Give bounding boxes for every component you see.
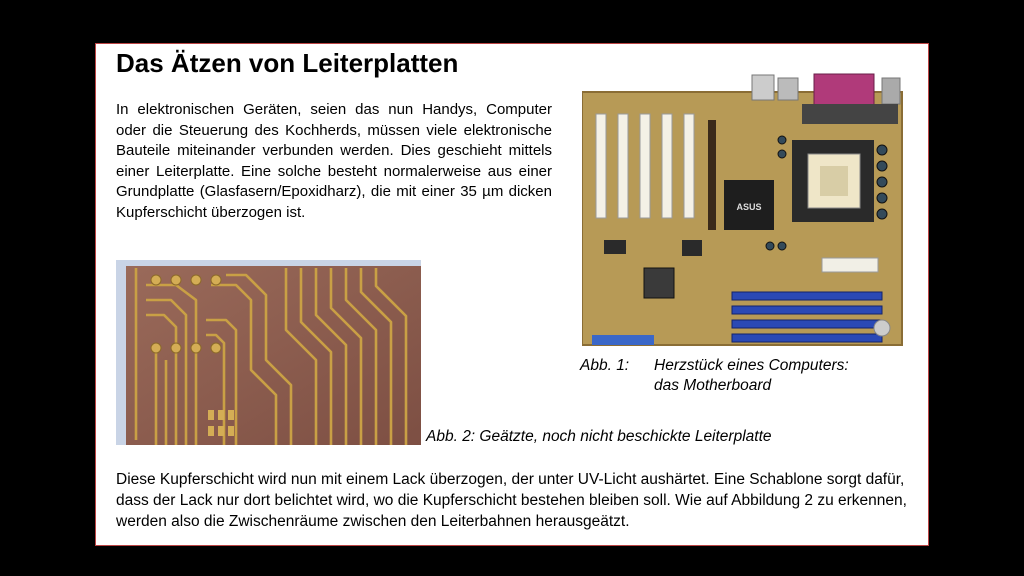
figure2-caption: Abb. 2: Geätzte, noch nicht beschickte Leiterplatte (426, 428, 772, 445)
chip-brand-label: ASUS (736, 202, 762, 212)
etched-pcb-photo (116, 260, 421, 445)
figure1-caption-line1: Herzstück eines Computers: (654, 357, 849, 374)
motherboard-photo (582, 70, 907, 353)
figure1-number: Abb. 1: (580, 357, 630, 374)
page-title: Das Ätzen von Leiterplatten (116, 48, 459, 78)
intro-paragraph: In elektronischen Geräten, seien das nun Handys, Computer oder die Steuerung des Kochherds, müssen viele elektronische Bauteile miteinander verbunden werden. Dies geschieht mittels einer Leiterplatte. Eine solche besteht normalerweise aus einer Grundplatte (Glasfasern/Epoxidharz), die mit einer 35 µm dicken Kupferschicht überzogen ist. (116, 101, 552, 221)
slide (95, 43, 929, 546)
outro-paragraph: Diese Kupferschicht wird nun mit einem Lack überzogen, der unter UV-Licht aushärtet. Eine Schablone sorgt dafür, dass der Lack nur dort belichtet wird, wo die Kupferschicht bestehen bleiben soll. Wie auf Abbildung 2 zu erkennen, werden also die Zwischenräume zwischen den Leiterbahnen herausgeätzt. (116, 471, 907, 530)
figure1-caption (580, 356, 849, 396)
figure1-caption-line2: das Motherboard (654, 377, 772, 394)
